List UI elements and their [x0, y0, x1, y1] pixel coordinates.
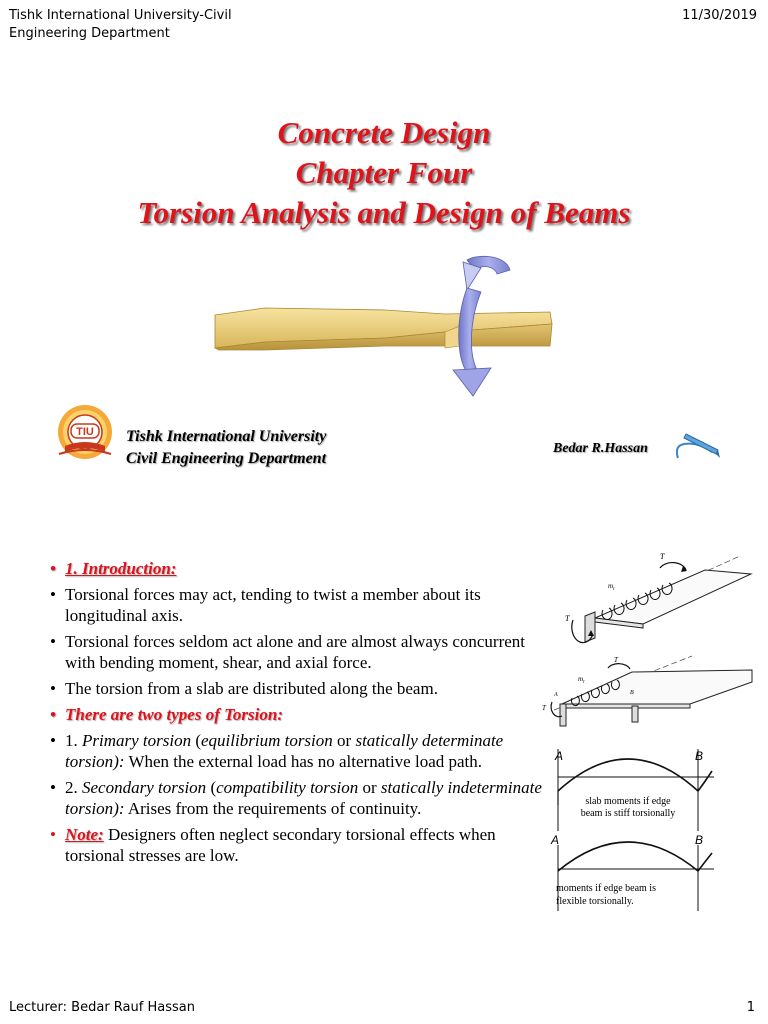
note-item: • Note: Designers often neglect secondary torsional effects when torsional stresses are low. — [50, 825, 496, 865]
diag1-caption-line-2: beam is stiff torsionally — [580, 808, 676, 819]
logo-text: TIU — [76, 426, 94, 438]
edge-beam-torsion-figure — [555, 548, 755, 648]
author-name: Bedar R.Hassan — [553, 441, 648, 456]
fig2-distributed-torque-label: $m_t$ — [578, 675, 585, 685]
university-line-1: Tishk International University — [126, 428, 327, 445]
primary-torsion-item: • 1. Primary torsion (equilibrium torsion or statically determinate torsion): When the external load has no alternative load path. — [50, 731, 504, 771]
diag2-caption-line-1: moments if edge beam is — [556, 883, 656, 894]
header-line-1: Tishk International University-Civil — [9, 8, 232, 23]
tiu-logo — [47, 402, 123, 466]
footer-lecturer: Lecturer: Bedar Rauf Hassan — [9, 1000, 195, 1015]
fig2-point-b-label: B — [630, 690, 634, 696]
fig1-torque-label-top: T — [660, 552, 665, 561]
slide-title — [0, 113, 768, 233]
header-department — [9, 7, 309, 43]
university-name — [126, 426, 326, 470]
bullet-item: • The torsion from a slab are distributed along the beam. — [50, 679, 438, 698]
bullet-item: • Torsional forces seldom act alone and are almost always concurrent with bending moment, shear, and axial force. — [50, 632, 525, 672]
intro-heading: • 1. Introduction: — [50, 559, 177, 578]
fig1-distributed-torque-label: $m_t$ — [608, 582, 615, 592]
diag1-support-b-label: B — [695, 749, 704, 763]
bullet-item: • Torsional forces may act, tending to twist a member about its longitudinal axis. — [50, 585, 481, 625]
title-line-2: Chapter Four — [295, 155, 473, 190]
fig2-point-a-label: A — [554, 692, 558, 698]
title-line-1: Concrete Design — [277, 115, 491, 150]
fig1-torque-label-left: T — [565, 614, 570, 623]
pen-signature-icon — [672, 428, 722, 464]
page-number: 1 — [746, 1000, 755, 1015]
diag1-caption-line-1: slab moments if edge — [585, 796, 671, 807]
header-line-2: Engineering Department — [9, 26, 170, 41]
fig2-torque-label-top: T — [614, 656, 618, 664]
diag2-support-a-label: A — [551, 833, 560, 847]
introduction-content — [48, 558, 558, 871]
diag2-caption-line-2: flexible torsionally. — [556, 896, 634, 907]
diag2-support-b-label: B — [695, 833, 704, 847]
university-line-2: Civil Engineering Department — [126, 450, 327, 467]
header-date: 11/30/2019 — [682, 8, 757, 23]
diag1-support-a-label: A — [555, 749, 564, 763]
title-line-3: Torsion Analysis and Design of Beams — [137, 195, 631, 230]
twisted-beam-illustration — [205, 250, 565, 400]
secondary-torsion-item: • 2. Secondary torsion (compatibility torsion or statically indeterminate torsion): Arises from the requirements of continuity. — [50, 778, 542, 818]
types-heading: • There are two types of Torsion: — [50, 705, 284, 724]
fig2-torque-label-left: T — [542, 704, 546, 712]
slab-moment-diagrams — [548, 745, 718, 913]
slab-beam-torsion-figure — [540, 652, 760, 732]
